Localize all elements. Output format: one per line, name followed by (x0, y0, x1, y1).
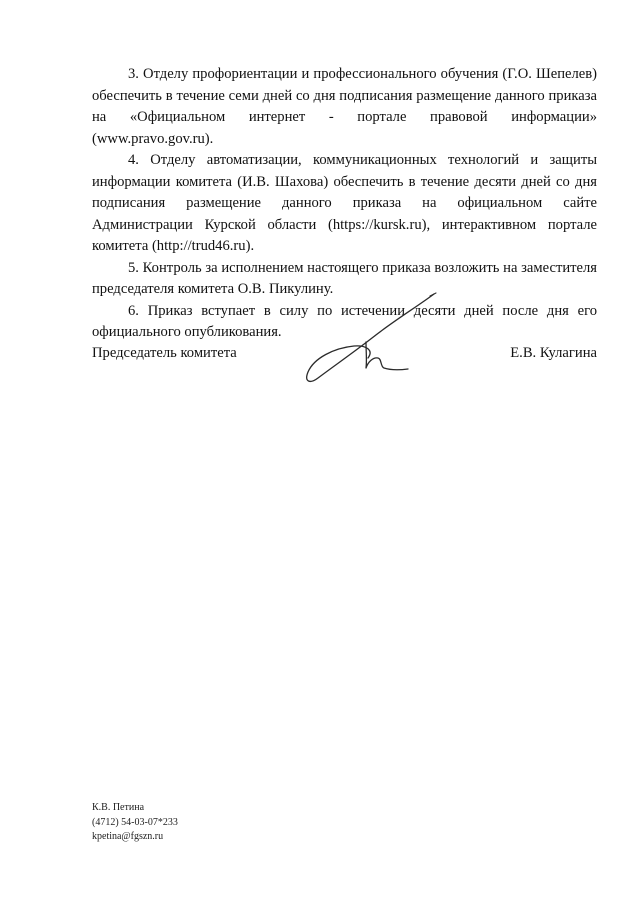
executor-info (92, 801, 178, 845)
paragraph-item-4: 4. Отделу автоматизации, коммуникационных технологий и защиты информации комитета (И.В. Шахова) обеспечить в течение десяти дней со дня подписания размещение данного приказа на официальном сайте Администрации Курской области (https://kursk.ru), интерактивном портале комитета (http://trud46.ru). (92, 152, 597, 254)
executor-email: kpetina@fgszn.ru (92, 831, 164, 842)
executor-name: К.В. Петина (92, 802, 145, 813)
signer-position: Председатель комитета (92, 345, 237, 361)
paragraph-item-3: 3. Отделу профориентации и профессионального обучения (Г.О. Шепелев) обеспечить в течение семи дней со дня подписания размещение данного приказа на «Официальном интернет - портале правовой информации» (www.pravo.gov.ru). (92, 66, 597, 147)
signer-name: Е.В. Кулагина (510, 345, 597, 361)
paragraph-item-6: 6. Приказ вступает в силу по истечении десяти дней после дня его официального опубликования. (92, 302, 597, 340)
executor-phone: (4712) 54-03-07*233 (92, 816, 178, 828)
paragraph-item-5: 5. Контроль за исполнением настоящего приказа возложить на заместителя председателя комитета О.В. Пикулину. (92, 259, 597, 297)
handwritten-signature (300, 292, 450, 388)
